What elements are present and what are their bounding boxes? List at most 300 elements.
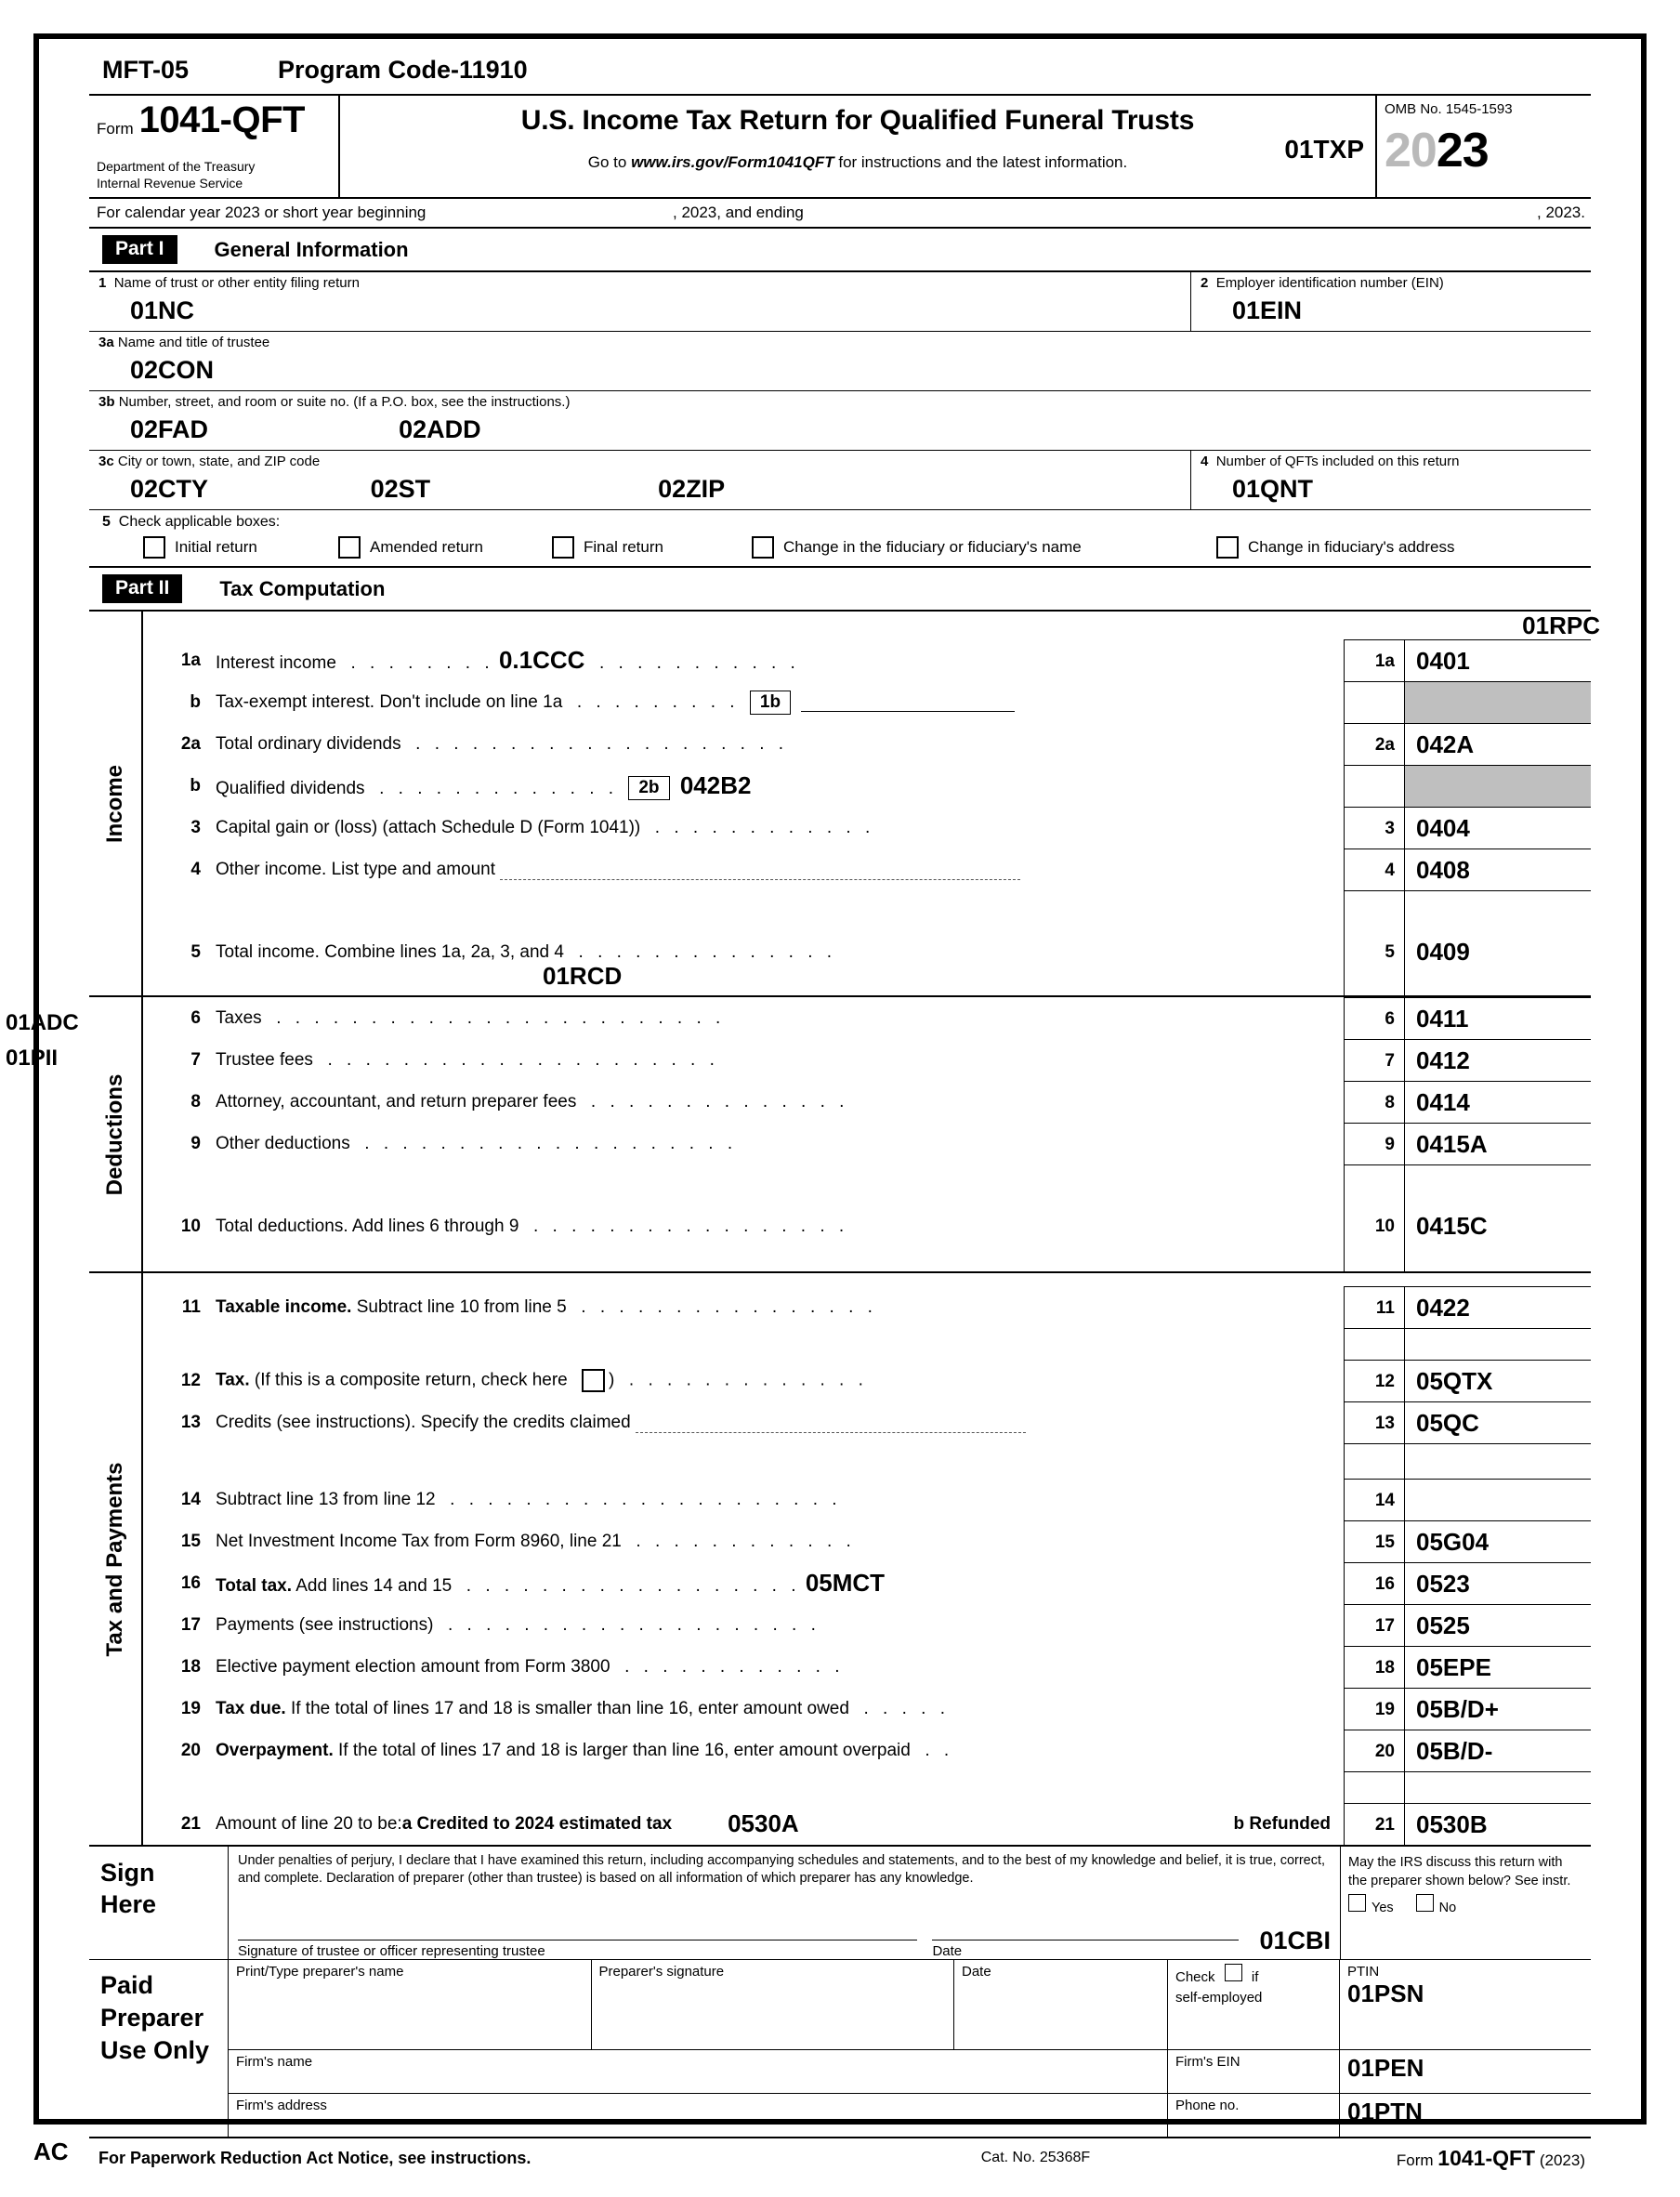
line-9-row [143, 1123, 1591, 1164]
line-5-row [143, 931, 1591, 973]
line-15-desc: Net Investment Income Tax from Form 8960, line 21 . . . . . . . . . . . . [216, 1531, 856, 1551]
calendar-year-end: , 2023. [1537, 204, 1585, 221]
paid-preparer-body [229, 1960, 1591, 2137]
line-21-row [143, 1803, 1591, 1845]
line-7-number: 7 [190, 1049, 201, 1070]
ptin-caption: PTIN [1347, 1963, 1380, 1980]
department-text: Department of the Treasury Internal Revenue Service [97, 159, 256, 191]
sign-here-section [89, 1847, 1591, 1960]
tax-payments-rows [143, 1273, 1591, 1845]
line-14-desc: Subtract line 13 from line 12 . . . . . . . . . . . . . . . . . . . . . [216, 1489, 842, 1509]
line-5-amount[interactable]: 0409 [1416, 938, 1470, 966]
phone-value: 01PTN [1347, 2097, 1423, 2125]
line-9-amount[interactable]: 0415A [1405, 1123, 1591, 1164]
line-2b-numcell [1344, 765, 1405, 807]
goto-prefix: Go to [587, 153, 632, 171]
line1-number: 1 [98, 275, 107, 291]
line-16-desc: Total tax. Add lines 14 and 15 . . . . . . . . . . . . . . . . . . 05MCT [216, 1569, 886, 1597]
line3c-row [89, 451, 1591, 510]
tax-year-suffix: 23 [1436, 124, 1489, 178]
checkbox-icon[interactable] [552, 536, 574, 559]
line-8-numcell: 8 [1344, 1081, 1405, 1123]
line-11-text: Subtract line 10 from line 5 [351, 1296, 567, 1317]
deductions-side-label [89, 997, 143, 1271]
line-19-text: If the total of lines 17 and 18 is smaller than line 16, enter amount owed [285, 1698, 849, 1718]
line-3-row [143, 807, 1591, 849]
line-8-amount[interactable]: 0414 [1405, 1081, 1591, 1123]
trust-name-value: 01NC [130, 296, 195, 324]
line-19-amount[interactable]: 05B/D+ [1405, 1688, 1591, 1730]
line-20-number: 20 [180, 1740, 201, 1760]
line-2b-row [143, 765, 1591, 807]
line3a-number: 3a [98, 335, 114, 350]
line-10-amount[interactable]: 0415C [1416, 1212, 1488, 1240]
footer-form-number: 1041-QFT [1437, 2145, 1536, 2170]
form-footer [89, 2137, 1591, 2171]
line-14-numcell: 14 [1344, 1479, 1405, 1520]
line3b-caption [98, 394, 1585, 410]
line-16-text-bold: Total tax. [216, 1576, 292, 1596]
cbi-code: 01CBI [1259, 1926, 1331, 1954]
line-11-amount[interactable]: 0422 [1405, 1286, 1591, 1328]
checkbox-amended-return-label: Amended return [370, 538, 483, 556]
sign-here-label: Sign Here [89, 1847, 229, 1959]
firm-address-field[interactable] [229, 2094, 1168, 2137]
line2-caption-text: Employer identification number (EIN) [1215, 275, 1444, 291]
phone-value-cell[interactable] [1340, 2094, 1591, 2137]
line3c-caption-text: City or town, state, and ZIP code [117, 454, 321, 469]
checkbox-icon[interactable] [1348, 1894, 1366, 1912]
paid-preparer-label: Paid Preparer Use Only [89, 1960, 229, 2137]
firm-ein-caption-cell [1168, 2050, 1340, 2093]
line-18-number: 18 [180, 1656, 201, 1677]
goto-url: www.irs.gov/Form1041QFT [631, 153, 834, 171]
applicable-checkboxes [102, 536, 1591, 559]
line-2a-text: Total ordinary dividends [216, 733, 401, 754]
line-7-text: Trustee fees [216, 1049, 313, 1070]
signature-lines [238, 1927, 1331, 1959]
line-10-row [143, 1205, 1591, 1247]
line-7-desc: Trustee fees . . . . . . . . . . . . . . . . . . . . . [216, 1049, 719, 1070]
zip-value: 02ZIP [658, 475, 726, 503]
line-3-numcell: 3 [1344, 807, 1405, 849]
irs-discuss-block [1340, 1847, 1591, 1959]
line5-caption [102, 514, 1591, 531]
line-1a-number: 1a [180, 650, 201, 670]
spacer-numcell [1344, 973, 1405, 995]
line2-caption [1201, 275, 1585, 291]
line-19-desc: Tax due. If the total of lines 17 and 18 is smaller than line 16, enter amount owed . . . . . [216, 1698, 951, 1718]
line-21-credit-value[interactable]: 0530A [728, 1809, 799, 1837]
line-19-row [143, 1688, 1591, 1730]
line-20-text: If the total of lines 17 and 18 is larger than line 16, enter amount overpaid [333, 1740, 911, 1760]
line-12-text-bold: Tax. [216, 1370, 250, 1390]
line-11-number: 11 [181, 1296, 201, 1317]
line-21-amount[interactable]: 0530B [1405, 1803, 1591, 1845]
line-2a-amount[interactable]: 042A [1405, 723, 1591, 765]
line-4-row [143, 849, 1591, 890]
line-13-numcell: 13 [1344, 1401, 1405, 1443]
form-word: Form [97, 120, 134, 138]
spacer-numcell [1344, 1247, 1405, 1271]
spacer-numcell [1344, 1443, 1405, 1479]
line-17-text: Payments (see instructions) [216, 1614, 434, 1635]
line-11-numcell: 11 [1344, 1286, 1405, 1328]
preparer-name-caption: Print/Type preparer's name [236, 1963, 404, 1980]
line3b-caption-text: Number, street, and room or suite no. (If a P.O. box, see the instructions.) [118, 394, 571, 410]
line-6-numcell: 6 [1344, 997, 1405, 1039]
line-20-amount[interactable]: 05B/D- [1405, 1730, 1591, 1771]
check-self-employed-line1 [1175, 1964, 1332, 1989]
line-4-entry-line[interactable] [500, 866, 1020, 880]
line-6-amount[interactable]: 0411 [1405, 997, 1591, 1039]
deductions-section [6, 962, 1591, 1271]
spacer-amt [1405, 1247, 1591, 1271]
line-3-amount[interactable]: 0404 [1405, 807, 1591, 849]
line-8-text: Attorney, accountant, and return preparer fees [216, 1091, 577, 1112]
discuss-no-option[interactable] [1416, 1894, 1457, 1918]
form-number: 1041-QFT [138, 99, 305, 140]
preparer-signature-field[interactable] [592, 1960, 955, 2049]
spacer-numcell [1344, 1328, 1405, 1360]
line1-row [89, 272, 1591, 332]
irs-discuss-text: May the IRS discuss this return with the preparer shown below? See instr. [1348, 1855, 1571, 1888]
sign-here-body [229, 1847, 1340, 1959]
line-4-number: 4 [190, 859, 201, 879]
line3a-row [89, 332, 1591, 391]
checkbox-initial-return-label: Initial return [175, 538, 257, 556]
catalog-number: Cat. No. 25368F [980, 2150, 1091, 2166]
line-8-number: 8 [190, 1091, 201, 1112]
ein-value: 01EIN [1232, 296, 1303, 324]
address-value-2: 02ADD [399, 415, 481, 443]
checkbox-change-fiduciary-address[interactable] [1216, 536, 1454, 559]
ein-field[interactable] [1191, 272, 1591, 331]
line4-caption [1201, 454, 1585, 469]
spacer-amt [1405, 1328, 1591, 1360]
line3b-number: 3b [98, 394, 115, 410]
line-20-text-bold: Overpayment. [216, 1740, 334, 1760]
spacer-numcell [1344, 890, 1405, 932]
line-1b-amount-shaded [1405, 681, 1591, 723]
street-address-values [130, 415, 1585, 444]
checkbox-icon[interactable] [1416, 1894, 1434, 1912]
firm-name-row [229, 2050, 1591, 2094]
page-title: U.S. Income Tax Return for Qualified Funeral Trusts [520, 105, 1195, 136]
city-value: 02CTY [130, 475, 208, 503]
line-18-row [143, 1646, 1591, 1688]
line-17-amount[interactable]: 0525 [1405, 1604, 1591, 1646]
line-18-desc: Elective payment election amount from Form 3800 . . . . . . . . . . . . [216, 1656, 845, 1677]
perjury-statement: Under penalties of perjury, I declare that I have examined this return, including accompanying schedules and statements, and to the best of my knowledge and belief, it is true, correct, and complete. Declaration of preparer (other than trustee) is based on all information of which preparer has any knowledge. [238, 1853, 1326, 1886]
line-1b-desc: Tax-exempt interest. Don't include on line 1a . . . . . . . . . 1b [216, 691, 1344, 715]
spacer-amt [1405, 1771, 1591, 1803]
line-12-amount[interactable]: 05QTX [1405, 1360, 1591, 1401]
line-3-number: 3 [190, 817, 201, 837]
deductions-spacer [143, 1164, 1591, 1205]
deductions-rows [143, 962, 1591, 1271]
income-rows [143, 612, 1600, 995]
qft-count-value: 01QNT [1232, 475, 1314, 503]
tax-year [1385, 123, 1583, 178]
part1-tag: Part I [102, 235, 177, 264]
firm-ein-value-cell[interactable] [1340, 2050, 1591, 2093]
check-caption: Check [1175, 1968, 1215, 1985]
checkbox-final-return[interactable] [552, 536, 752, 559]
checkbox-icon[interactable] [143, 536, 165, 559]
line-15-row [143, 1520, 1591, 1562]
city-state-zip-values [130, 475, 1185, 504]
line-14-amount[interactable] [1405, 1479, 1591, 1520]
line-1b-entry-line[interactable] [801, 692, 1015, 712]
tax-spacer-3 [143, 1771, 1591, 1803]
line-15-text: Net Investment Income Tax from Form 8960, line 21 [216, 1531, 622, 1551]
line-12-row [143, 1360, 1591, 1401]
discuss-yes-option[interactable] [1348, 1894, 1394, 1918]
composite-return-checkbox[interactable] [582, 1369, 605, 1392]
paid-preparer-section [89, 1960, 1591, 2137]
checkbox-amended-return[interactable] [338, 536, 552, 559]
line-8-desc: Attorney, accountant, and return preparer fees . . . . . . . . . . . . . . [216, 1091, 849, 1112]
spacer-numcell [1344, 1164, 1405, 1206]
footer-form-id [1397, 2146, 1585, 2171]
tax-year-prefix: 20 [1385, 124, 1437, 178]
line-14-row [143, 1479, 1591, 1520]
ptin-value: 01PSN [1347, 1979, 1424, 2007]
check-self-employed-line2 [1175, 1988, 1332, 2009]
line-5-desc: Total income. Combine lines 1a, 2a, 3, and 4 . . . . . . . . . . . . . . [216, 941, 837, 962]
address-value-1: 02FAD [130, 415, 209, 443]
line2-number: 2 [1201, 275, 1209, 291]
pii-code: 01PII [6, 1046, 59, 1071]
line-17-number: 17 [180, 1614, 201, 1635]
line5-checkbox-row [89, 510, 1591, 568]
line-19-numcell: 19 [1344, 1688, 1405, 1730]
line-2b-box-value[interactable]: 042B2 [679, 770, 752, 799]
line-6-row [143, 997, 1591, 1039]
phone-caption: Phone no. [1175, 2097, 1240, 2113]
check-if-label: if [1251, 1968, 1259, 1985]
discuss-no-label: No [1438, 1901, 1457, 1916]
checkbox-icon[interactable] [338, 536, 361, 559]
line3a-caption-text: Name and title of trustee [117, 335, 270, 350]
preparer-signature-caption: Preparer's signature [598, 1963, 725, 1980]
line-7-amount[interactable]: 0412 [1405, 1039, 1591, 1081]
checkbox-icon[interactable] [1225, 1964, 1242, 1981]
spacer-numcell [1344, 1771, 1405, 1803]
line4-number: 4 [1201, 454, 1209, 469]
mft-program-row [102, 56, 1591, 85]
income-bottom-spacer [143, 973, 1591, 995]
line-11-row [143, 1286, 1591, 1328]
calendar-year-row [89, 199, 1591, 229]
tax-spacer-2 [143, 1443, 1591, 1479]
firm-ein-caption: Firm's EIN [1175, 2053, 1240, 2070]
line-8-row [143, 1081, 1591, 1123]
line-18-numcell: 18 [1344, 1646, 1405, 1688]
line-11-desc: Taxable income. Subtract line 10 from line 5 . . . . . . . . . . . . . . . . [216, 1296, 877, 1317]
qft-count-field[interactable] [1191, 451, 1591, 509]
line-16-row [143, 1562, 1591, 1604]
line-14-text: Subtract line 13 from line 12 [216, 1489, 436, 1509]
line-16-numcell: 16 [1344, 1562, 1405, 1604]
line-16-text: Add lines 14 and 15 [292, 1576, 453, 1596]
line-13-row [143, 1401, 1591, 1443]
line5-caption-text: Check applicable boxes: [118, 514, 281, 530]
line-16-amount[interactable]: 0523 [1405, 1562, 1591, 1604]
line-2b-box-label[interactable]: 2b [628, 776, 669, 800]
preparer-name-field[interactable] [229, 1960, 592, 2049]
header-title-block [340, 96, 1377, 197]
line-21-number: 21 [180, 1813, 201, 1834]
line-2b-number: b [190, 775, 201, 796]
line-21-credit-label: a Credited to 2024 estimated tax [401, 1813, 673, 1834]
trustee-signature-caption: Signature of trustee or officer representing trustee [238, 1942, 545, 1959]
line-17-desc: Payments (see instructions) . . . . . . . . . . . . . . . . . . . . [216, 1614, 820, 1635]
deductions-label: Deductions [102, 1073, 127, 1195]
line-1b-text: Tax-exempt interest. Don't include on line 1a [216, 691, 563, 712]
mft-code: MFT-05 [102, 56, 190, 84]
line-13-text: Credits (see instructions). Specify the credits claimed [216, 1412, 631, 1432]
footer-form-word: Form [1396, 2151, 1434, 2169]
line-1a-text: Interest income [216, 653, 336, 673]
part1-title: General Information [214, 237, 409, 261]
paperwork-notice: For Paperwork Reduction Act Notice, see instructions. [98, 2148, 532, 2167]
line-6-text: Taxes [216, 1007, 262, 1028]
line-4-amount[interactable]: 0408 [1405, 849, 1591, 890]
line-2a-row [143, 723, 1591, 765]
part2-tag: Part II [102, 574, 182, 603]
line-10-numcell: 10 [1344, 1205, 1405, 1247]
self-employed-check[interactable] [1168, 1960, 1340, 2049]
tax-spacer-1 [143, 1328, 1591, 1360]
line-16-number: 16 [180, 1572, 201, 1593]
tax-payments-section [89, 1271, 1591, 1847]
self-employed-label: self-employed [1175, 1990, 1263, 2006]
line-1b-number: b [190, 691, 201, 712]
line-9-desc: Other deductions . . . . . . . . . . . . . . . . . . . . [216, 1133, 738, 1153]
part2-bar [89, 568, 1591, 612]
line3c-number: 3c [98, 454, 114, 469]
spacer-amt [1405, 1443, 1591, 1479]
firm-name-caption: Firm's name [236, 2053, 313, 2070]
line-1b-box-label[interactable]: 1b [750, 691, 791, 715]
line-1a-inline-code: 0.1CCC [498, 646, 585, 674]
line-15-number: 15 [180, 1531, 201, 1551]
checkbox-initial-return[interactable] [143, 536, 338, 559]
line-21-refund-label: b Refunded [1233, 1813, 1331, 1834]
line-20-desc: Overpayment. If the total of lines 17 and 18 is larger than line 16, enter amount overpaid . . [216, 1740, 954, 1760]
preparer-date-field[interactable] [954, 1960, 1168, 2049]
line-3-text: Capital gain or (loss) (attach Schedule D (Form 1041)) [216, 817, 641, 837]
line-19-number: 19 [180, 1698, 201, 1718]
firm-name-field[interactable] [229, 2050, 1168, 2093]
line-6-number: 6 [190, 1007, 201, 1028]
line-7-row [143, 1039, 1591, 1081]
header-omb-block [1377, 96, 1591, 197]
ac-marker: AC [33, 2138, 69, 2165]
deductions-bottom-spacer [143, 1247, 1591, 1271]
part2-title: Tax Computation [219, 576, 386, 600]
line-13-entry-line[interactable] [636, 1419, 1026, 1433]
txp-code: 01TXP [1284, 135, 1364, 164]
calendar-begin-label: For calendar year 2023 or short year beginning [97, 204, 427, 221]
line-16-inline-code: 05MCT [805, 1569, 886, 1597]
line-1a-row [143, 639, 1591, 681]
line-4-desc [216, 860, 1344, 880]
line-10-number: 10 [180, 1216, 201, 1236]
firm-address-caption: Firm's address [236, 2097, 327, 2113]
preparer-top-row [229, 1960, 1591, 2050]
line-9-text: Other deductions [216, 1133, 350, 1153]
firm-ein-value: 01PEN [1347, 2053, 1424, 2082]
header-form-id [89, 96, 340, 197]
form-content [6, 56, 1600, 2171]
firm-address-row [229, 2094, 1591, 2137]
goto-suffix: for instructions and the latest information. [833, 153, 1128, 171]
line-2b-amount-shaded [1405, 765, 1591, 807]
line1-caption-text: Name of trust or other entity filing return [113, 275, 360, 291]
line-20-row [143, 1730, 1591, 1771]
line-1a-desc: Interest income . . . . . . . . 0.1CCC . . . . . . . . . . . [216, 646, 800, 674]
street-address-field[interactable] [89, 391, 1591, 450]
income-label: Income [102, 764, 127, 843]
calendar-end-label: , 2023, and ending [673, 204, 804, 221]
form-header [89, 94, 1591, 199]
signature-date-line[interactable] [932, 1940, 1239, 1959]
signature-date-caption: Date [932, 1942, 963, 1959]
line-6-desc: Taxes . . . . . . . . . . . . . . . . . . . . . . . . [216, 1007, 726, 1028]
line-9-numcell: 9 [1344, 1123, 1405, 1164]
city-state-zip-field[interactable] [89, 451, 1191, 509]
line3b-row [89, 391, 1591, 451]
trustee-signature-line[interactable] [238, 1940, 917, 1959]
goto-instructions [340, 153, 1375, 172]
line-1a-amount[interactable]: 0401 [1405, 639, 1591, 681]
line-13-number: 13 [180, 1412, 201, 1432]
phone-caption-cell [1168, 2094, 1340, 2137]
program-code: Program Code-11910 [278, 56, 528, 84]
part1-bar [89, 229, 1591, 272]
checkbox-icon[interactable] [1216, 536, 1239, 559]
line5-number: 5 [102, 514, 111, 530]
ptin-field[interactable] [1340, 1960, 1591, 2049]
line-11-text-bold: Taxable income. [216, 1296, 352, 1317]
line-3-desc: Capital gain or (loss) (attach Schedule D (Form 1041)) . . . . . . . . . . . . [216, 817, 875, 837]
line4-caption-text: Number of QFTs included on this return [1215, 454, 1460, 469]
line-2b-desc: Qualified dividends . . . . . . . . . . . . . 2b 042B2 [216, 770, 752, 799]
tax-payments-label: Tax and Payments [102, 1462, 127, 1656]
line-12-numcell: 12 [1344, 1360, 1405, 1401]
preparer-date-caption: Date [962, 1963, 991, 1980]
line-10-desc: Total deductions. Add lines 6 through 9 . . . . . . . . . . . . . . . . . [216, 1216, 849, 1236]
checkbox-change-fiduciary-name[interactable] [752, 536, 1216, 559]
line-12-number: 12 [180, 1370, 201, 1390]
line-15-amount[interactable]: 05G04 [1405, 1520, 1591, 1562]
line-13-amount[interactable]: 05QC [1405, 1401, 1591, 1443]
line3a-caption [98, 335, 1585, 350]
checkbox-icon[interactable] [752, 536, 774, 559]
line-4-numcell: 4 [1344, 849, 1405, 890]
trustee-name-field[interactable] [89, 332, 1591, 390]
line1-caption [98, 275, 1185, 291]
trust-name-field[interactable] [89, 272, 1191, 331]
checkbox-change-fiduciary-name-label: Change in the fiduciary or fiduciary's name [783, 538, 1082, 556]
line-1b-row [143, 681, 1591, 723]
line-18-amount[interactable]: 05EPE [1405, 1646, 1591, 1688]
line-7-numcell: 7 [1344, 1039, 1405, 1081]
line-15-numcell: 15 [1344, 1520, 1405, 1562]
